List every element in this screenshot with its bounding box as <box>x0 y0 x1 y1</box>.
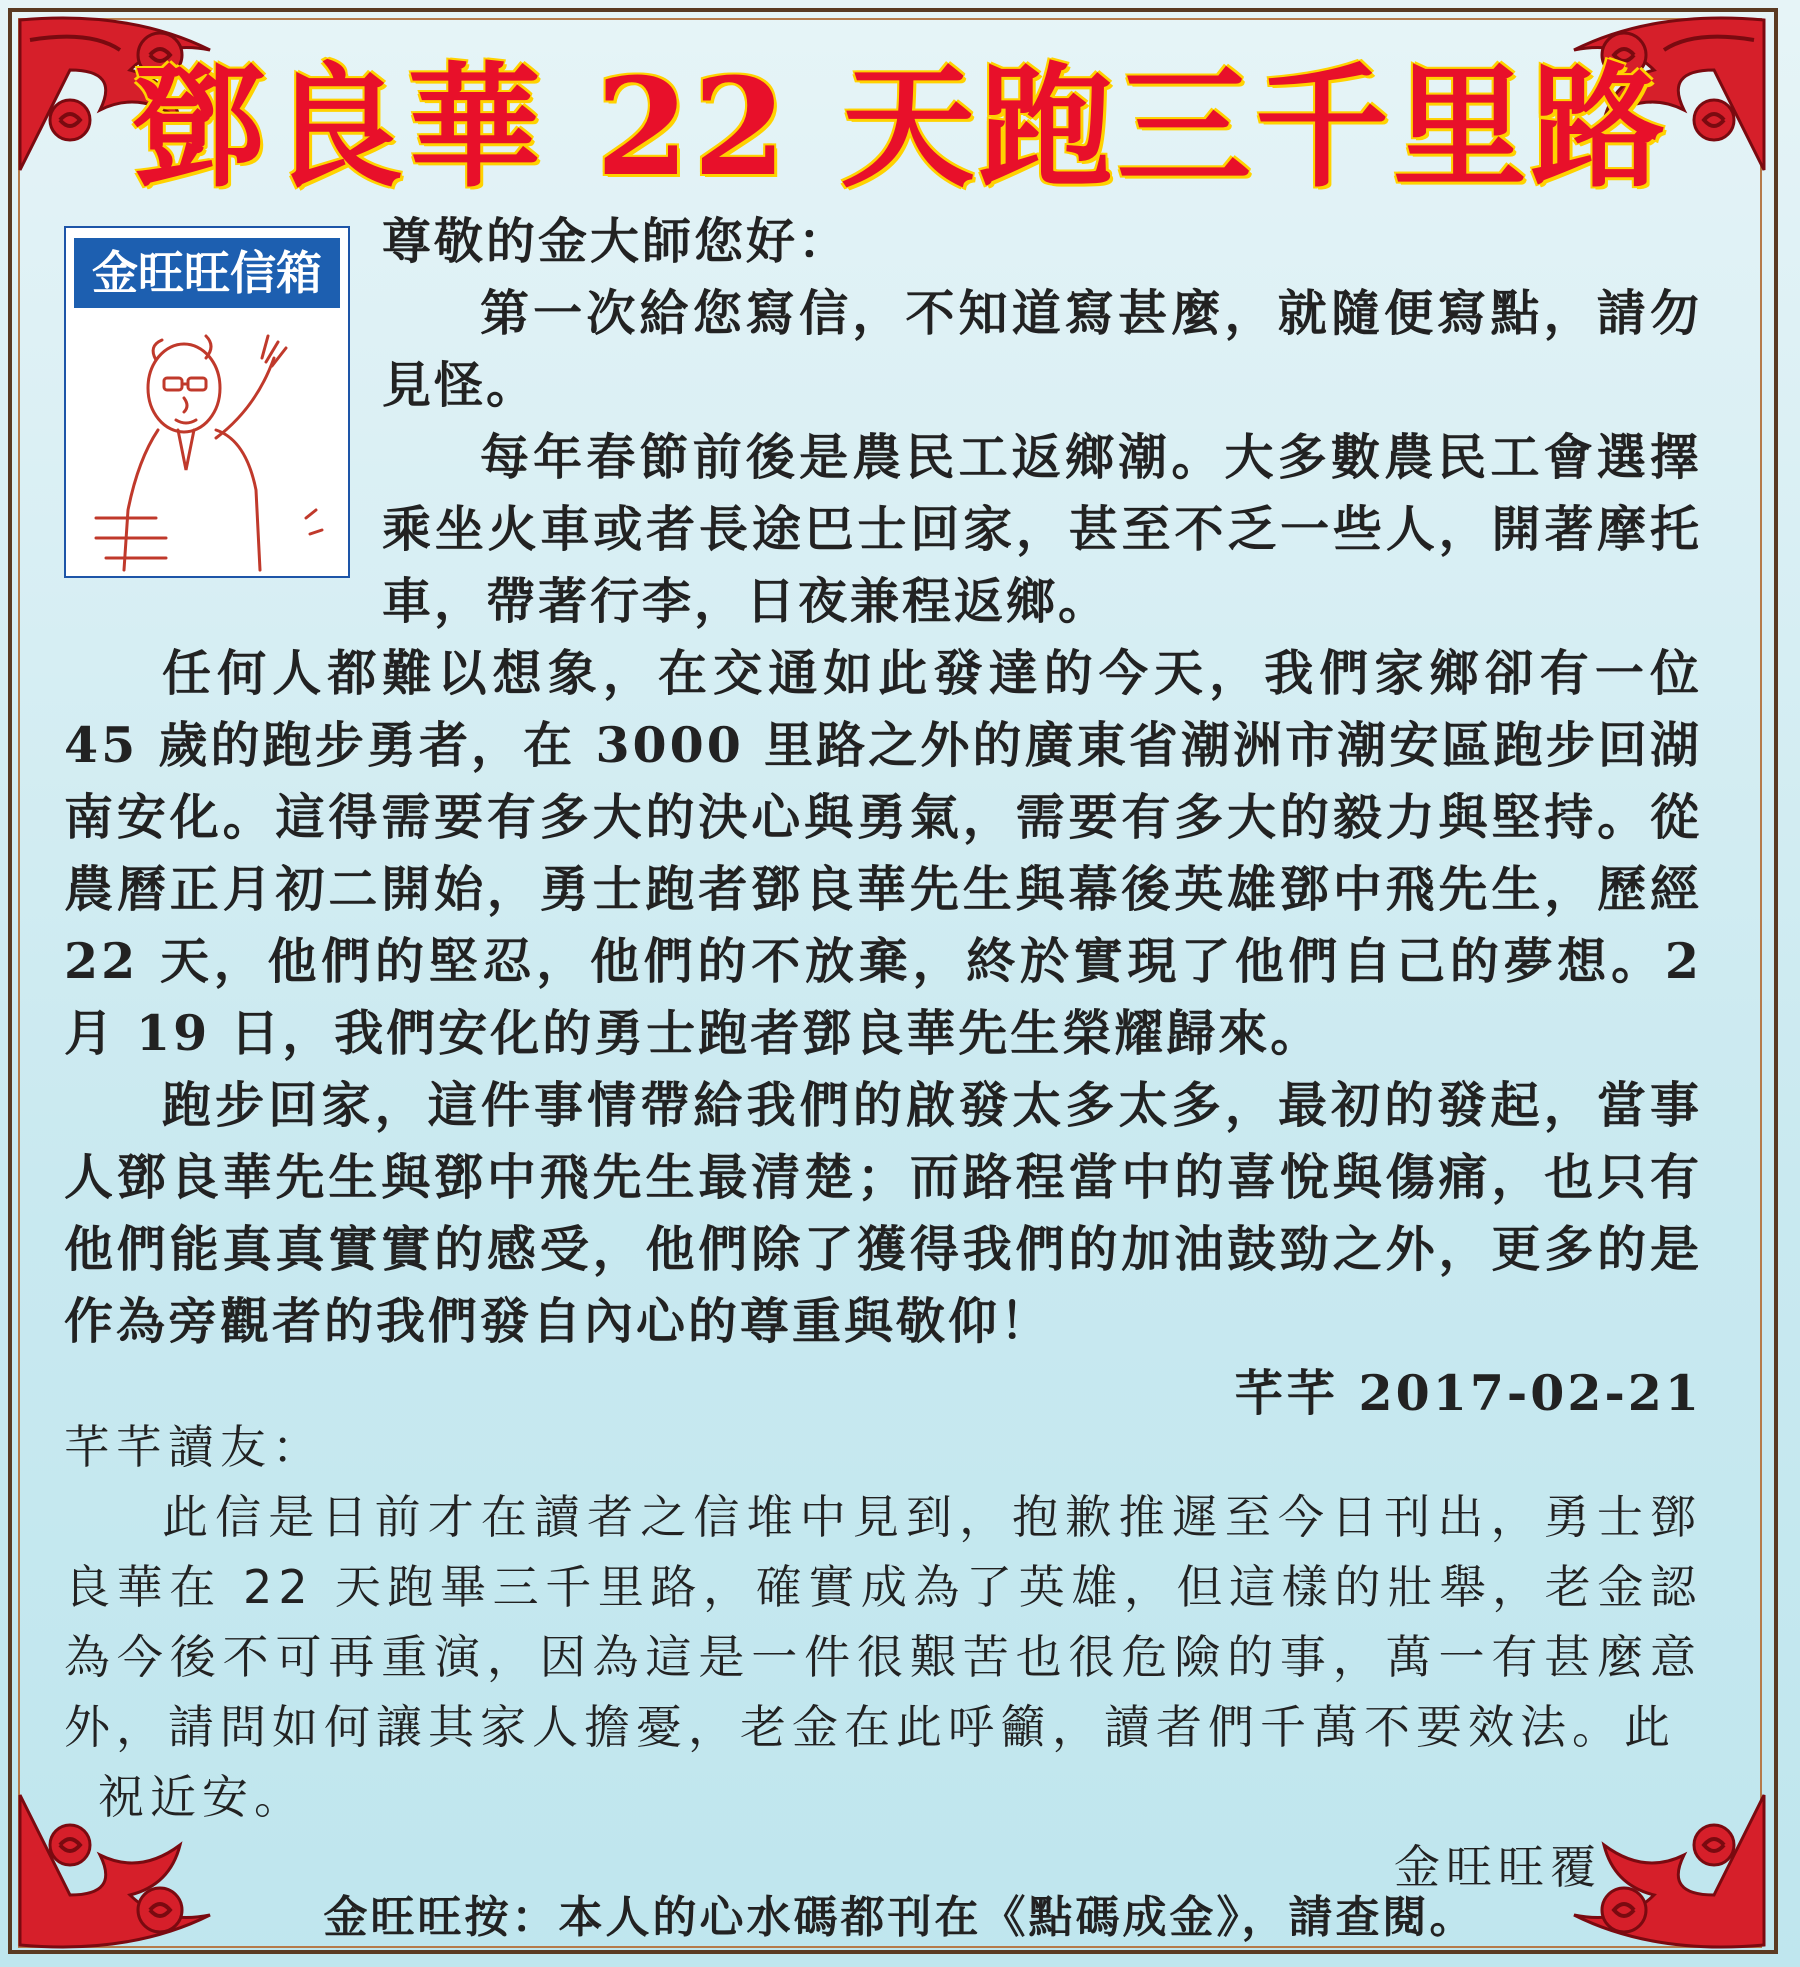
headline: 鄧良華 22 天跑三千里路 <box>131 48 1669 206</box>
column-logo <box>64 226 350 578</box>
letter-greeting: 尊敬的金大師您好： <box>382 212 851 270</box>
footer-note: 金旺旺按：本人的心水碼都刊在《點碼成金》，請查閱。 <box>323 1892 1477 1943</box>
letter-signature: 芊芊 2017-02-21 <box>1234 1364 1702 1422</box>
teacher-cartoon-icon <box>66 318 350 578</box>
letter-paragraph: 跑步回家，這件事情帶給我們的啟發太多太多，最初的發起，當事人鄧良華先生與鄧中飛先生最清楚；而路程當中的喜悅與傷痛，也只有他們能真真實實的感受，他們除了獲得我們的加油鼓勁之外，更多的是作為旁觀者的我們發自內心的尊重與敬仰！ <box>64 1076 1702 1350</box>
reply-signature: 金旺旺覆 <box>1394 1840 1602 1894</box>
reply-greeting: 芊芊讀友： <box>64 1420 324 1474</box>
letter-paragraph: 任何人都難以想象，在交通如此發達的今天，我們家鄉卻有一位 45 歲的跑步勇者，在 3000 里路之外的廣東省潮洲市潮安區跑步回湖南安化。這得需要有多大的決心與勇氣，需要有多大的毅力與堅持。從農曆正月初二開始，勇士跑者鄧良華先生與幕後英雄鄧中飛先生，歷經 22 天，他們的堅忍，他們的不放棄，終於實現了他們自己的夢想。2 月 19 日，我們安化的勇士跑者鄧良華先生榮耀歸來。 <box>64 644 1702 1062</box>
reply-body: 此信是日前才在讀者之信堆中見到，抱歉推遲至今日刊出，勇士鄧良華在 22 天跑畢三千里路，確實成為了英雄，但這樣的壯舉，老金認為今後不可再重演，因為這是一件很艱苦也很危險的事，萬一有甚麼意外，請問如何讓其家人擔憂，老金在此呼籲，讀者們千萬不要效法。此 <box>64 1490 1702 1754</box>
reply-closing: 祝近安。 <box>98 1770 306 1824</box>
letter-paragraph: 每年春節前後是農民工返鄉潮。大多數農民工會選擇乘坐火車或者長途巴士回家，甚至不乏一些人，開著摩托車，帶著行李，日夜兼程返鄉。 <box>382 428 1702 630</box>
letter-paragraph: 第一次給您寫信，不知道寫甚麼，就隨便寫點，請勿見怪。 <box>382 284 1702 414</box>
column-logo-label: 金旺旺信箱 <box>74 238 340 308</box>
